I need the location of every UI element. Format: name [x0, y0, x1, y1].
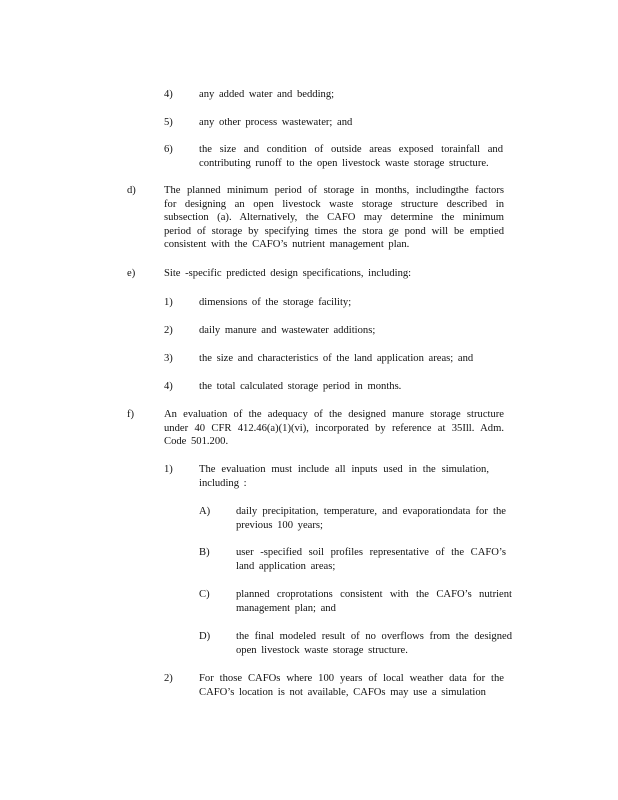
item-text: For those CAFOs where 100 years of local weather data for the CAFO’s location is not available, CAFOs may use a simulation — [199, 673, 504, 698]
subitem-marker: D) — [199, 631, 211, 642]
item-marker: 1) — [164, 464, 173, 475]
item-marker: 4) — [164, 381, 173, 392]
subitem-marker: C) — [199, 589, 210, 600]
subitem-marker: A) — [199, 506, 211, 517]
item-text: the size and characteristics of the land application areas; and — [199, 353, 474, 364]
item-text: daily manure and wastewater additions; — [199, 325, 376, 336]
section-marker: d) — [127, 185, 136, 196]
item-text: any other process wastewater; and — [199, 117, 353, 128]
subitem-marker: B) — [199, 547, 210, 558]
item-text: dimensions of the storage facility; — [199, 297, 352, 308]
item-marker: 5) — [164, 117, 173, 128]
subitem-text: user -specified soil profiles representative of the CAFO’s land application areas; — [236, 547, 506, 572]
section-marker: f) — [127, 409, 135, 420]
section-text: The planned minimum period of storage in months, includingthe factors for designing an open livestock waste storage structure described in subsection (a). Alternatively, the CAFO may determine the minimum period of storage by specifying times the stora ge pond will be emptied consistent with the CAFO’s nutrient management plan. — [164, 185, 504, 251]
item-marker: 4) — [164, 89, 173, 100]
item-marker: 2) — [164, 673, 173, 684]
item-text: any added water and bedding; — [199, 89, 335, 100]
item-marker: 6) — [164, 144, 173, 155]
subitem-text: daily precipitation, temperature, and evaporationdata for the previous 100 years; — [236, 506, 506, 531]
item-marker: 2) — [164, 325, 173, 336]
section-text: An evaluation of the adequacy of the designed manure storage structure under 40 CFR 412.46(a)(1)(vi), incorporated by reference at 35Ill. Adm. Code 501.200. — [164, 409, 504, 448]
item-marker: 3) — [164, 353, 173, 364]
subitem-text: planned croprotations consistent with the CAFO’s nutrient management plan; and — [236, 589, 512, 614]
item-text: The evaluation must include all inputs used in the simulation, including : — [199, 464, 489, 489]
item-text: the total calculated storage period in months. — [199, 381, 402, 392]
item-marker: 1) — [164, 297, 173, 308]
section-text: Site -specific predicted design specifications, including: — [164, 268, 412, 279]
subitem-text: the final modeled result of no overflows from the designed open livestock waste storage structure. — [236, 631, 512, 656]
item-text: the size and condition of outside areas exposed torainfall and contributing runoff to the open livestock waste storage structure. — [199, 144, 503, 169]
section-marker: e) — [127, 268, 136, 279]
